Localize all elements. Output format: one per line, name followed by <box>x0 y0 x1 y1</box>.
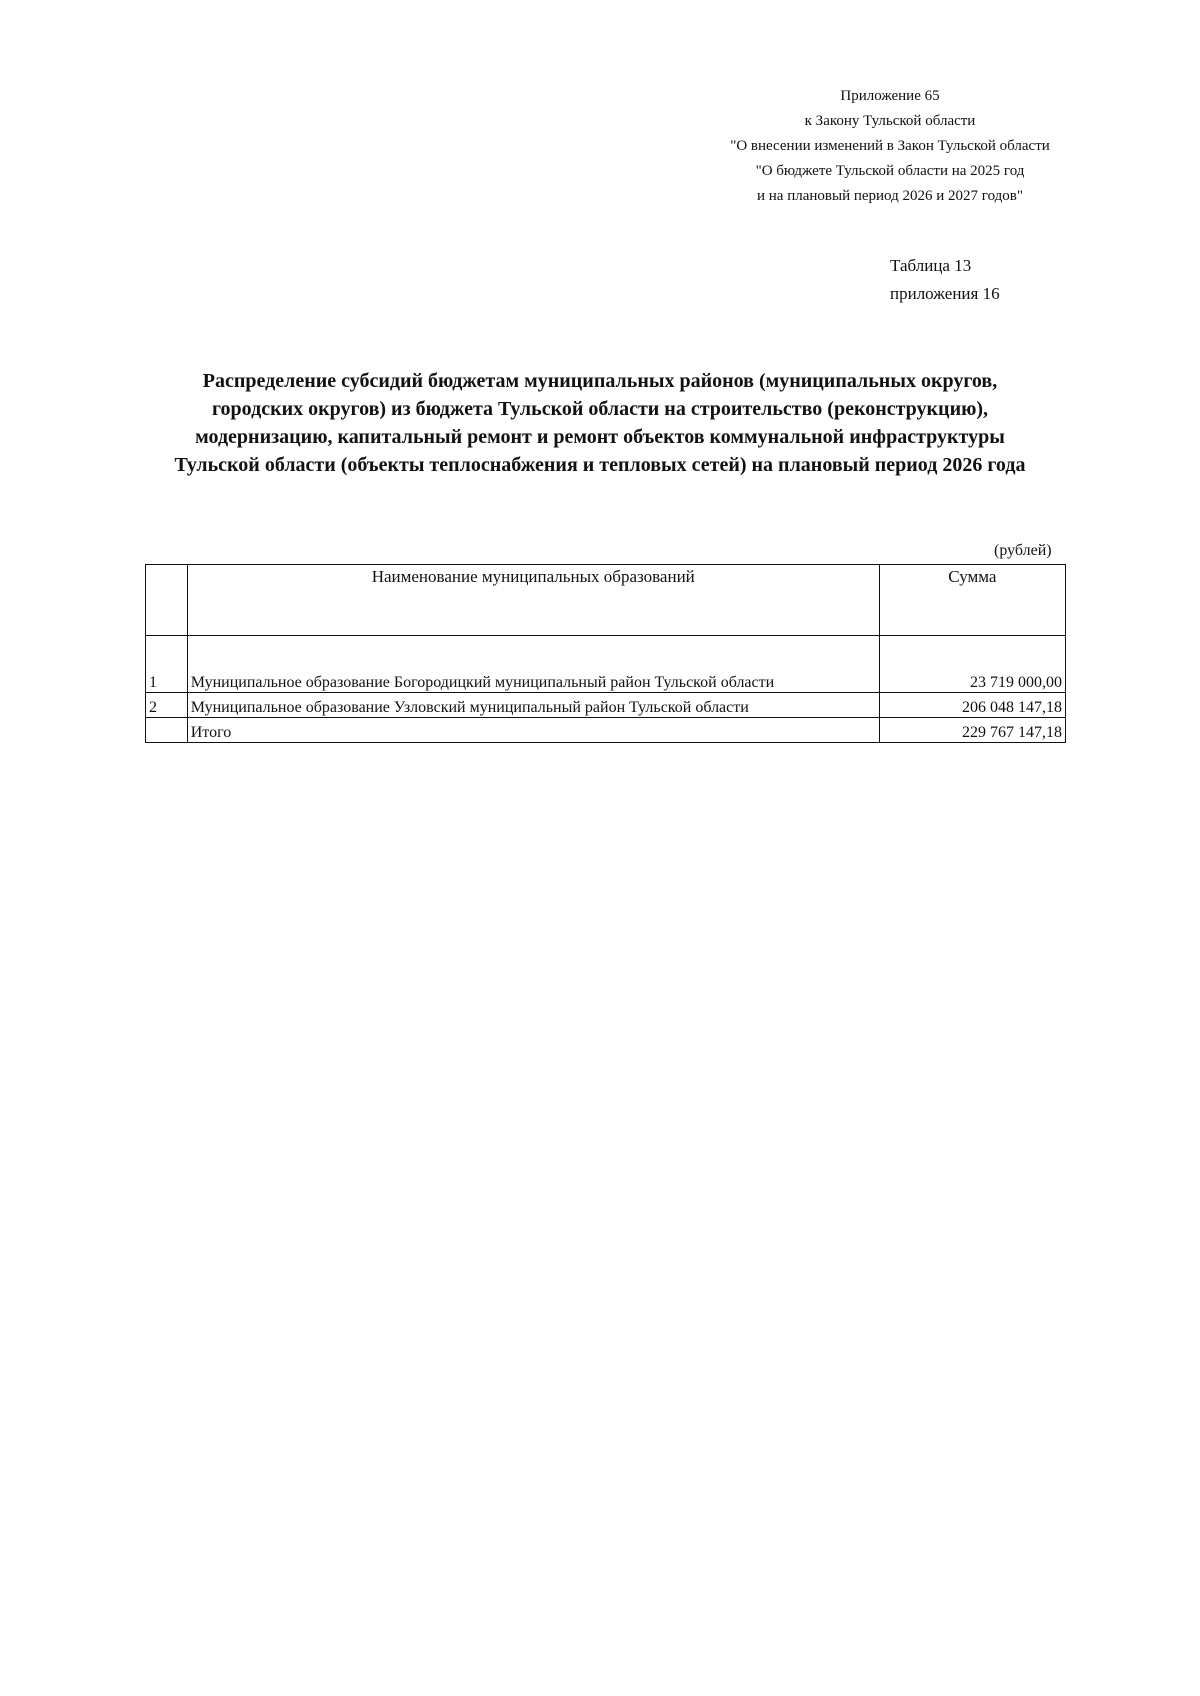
title-line: Тульской области (объекты теплоснабжения и тепловых сетей) на плановый период 2026 года <box>174 454 1026 476</box>
row-sum: 23 719 000,00 <box>879 636 1065 693</box>
table-row <box>146 636 1066 693</box>
row-num: 2 <box>146 693 188 718</box>
table-reference <box>890 252 1000 308</box>
title-line: Распределение субсидий бюджетам муниципальных районов (муниципальных округов, <box>202 370 998 392</box>
appendix-heading <box>690 84 1090 209</box>
table-header-row <box>146 565 1066 636</box>
header-num <box>146 565 188 636</box>
units-label: (рублей) <box>994 542 1052 559</box>
header-sum: Сумма <box>879 565 1065 636</box>
total-sum: 229 767 147,18 <box>879 718 1065 743</box>
header-name: Наименование муниципальных образований <box>187 565 879 636</box>
subsidy-table <box>145 564 1066 743</box>
title-line: модернизацию, капитальный ремонт и ремонт объектов коммунальной инфраструктуры <box>195 426 1005 448</box>
row-sum: 206 048 147,18 <box>879 693 1065 718</box>
table-ref-line: Таблица 13 <box>890 256 972 275</box>
appendix-line: "О внесении изменений в Закон Тульской области <box>730 138 1050 154</box>
table-total-row <box>146 718 1066 743</box>
table-row <box>146 693 1066 718</box>
row-name: Муниципальное образование Узловский муниципальный район Тульской области <box>187 693 879 718</box>
row-num: 1 <box>146 636 188 693</box>
appendix-line: Приложение 65 <box>840 88 940 104</box>
title-line: городских округов) из бюджета Тульской области на строительство (реконструкцию), <box>211 398 989 420</box>
total-label: Итого <box>187 718 879 743</box>
total-num <box>146 718 188 743</box>
table-ref-line: приложения 16 <box>890 284 1000 303</box>
appendix-line: к Закону Тульской области <box>804 113 976 129</box>
document-title <box>110 367 1090 479</box>
appendix-line: "О бюджете Тульской области на 2025 год <box>755 163 1025 179</box>
row-name: Муниципальное образование Богородицкий муниципальный район Тульской области <box>187 636 879 693</box>
appendix-line: и на плановый период 2026 и 2027 годов" <box>757 188 1023 204</box>
